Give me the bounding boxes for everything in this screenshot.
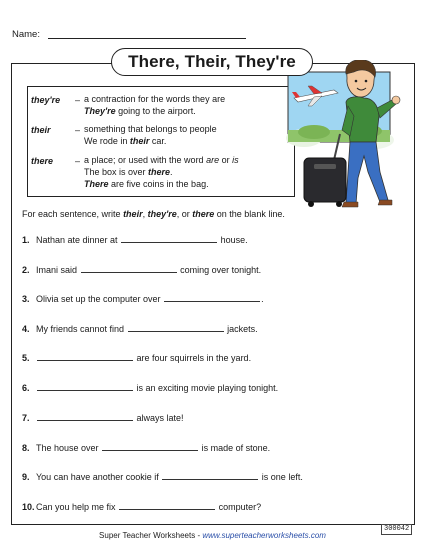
worksheet-code: 300042 xyxy=(381,524,412,535)
question-7: 7. always late! xyxy=(22,413,184,423)
footer-link[interactable]: www.superteacherworksheets.com xyxy=(202,531,326,540)
traveler-illustration xyxy=(284,60,412,210)
term-there: there xyxy=(31,156,54,166)
question-9: 9. You can have another cookie if is one left. xyxy=(22,472,303,482)
answer-blank[interactable] xyxy=(162,472,258,480)
term-theyre: they're xyxy=(31,95,61,105)
answer-blank[interactable] xyxy=(37,383,133,391)
def-theyre-line: a contraction for the words they are xyxy=(84,94,226,104)
answer-blank[interactable] xyxy=(37,413,133,421)
answer-blank[interactable] xyxy=(128,324,224,332)
boy-figure xyxy=(342,60,400,207)
name-input-line[interactable] xyxy=(48,38,246,39)
question-2: 2. Imani said coming over tonight. xyxy=(22,265,262,275)
dash: – xyxy=(75,156,81,166)
question-5: 5. are four squirrels in the yard. xyxy=(22,353,252,363)
question-3: 3. Olivia set up the computer over . xyxy=(22,294,264,304)
question-1: 1. Nathan ate dinner at house. xyxy=(22,235,248,245)
answer-blank[interactable] xyxy=(81,265,177,273)
answer-blank[interactable] xyxy=(121,235,217,243)
def-there-example-2: There are five coins in the bag. xyxy=(84,179,209,189)
question-10: 10.Can you help me fix computer? xyxy=(22,502,262,512)
dash: – xyxy=(75,125,81,135)
answer-blank[interactable] xyxy=(119,502,215,510)
definitions-box xyxy=(27,86,295,197)
answer-blank[interactable] xyxy=(37,353,133,361)
dash: – xyxy=(75,95,81,105)
question-8: 8. The house over is made of stone. xyxy=(22,443,271,453)
name-label: Name: xyxy=(12,29,40,40)
def-there-example-1: The box is over there. xyxy=(84,167,173,177)
question-6: 6. is an exciting movie playing tonight. xyxy=(22,383,279,393)
answer-blank[interactable] xyxy=(102,443,198,451)
answer-blank[interactable] xyxy=(164,294,260,302)
instructions: For each sentence, write their, they're, or there on the blank line. xyxy=(22,209,285,219)
worksheet-title xyxy=(111,48,313,76)
def-their-example: We rode in their car. xyxy=(84,136,167,146)
title-text: There, Their, They're xyxy=(128,52,296,71)
def-there-line: a place; or used with the word are or is xyxy=(84,155,239,165)
question-4: 4. My friends cannot find jackets. xyxy=(22,324,258,334)
term-their: their xyxy=(31,125,51,135)
footer: Super Teacher Worksheets - www.superteacherworksheets.com xyxy=(99,531,326,540)
def-theyre-example: They're going to the airport. xyxy=(84,106,196,116)
def-their-line: something that belongs to people xyxy=(84,124,217,134)
